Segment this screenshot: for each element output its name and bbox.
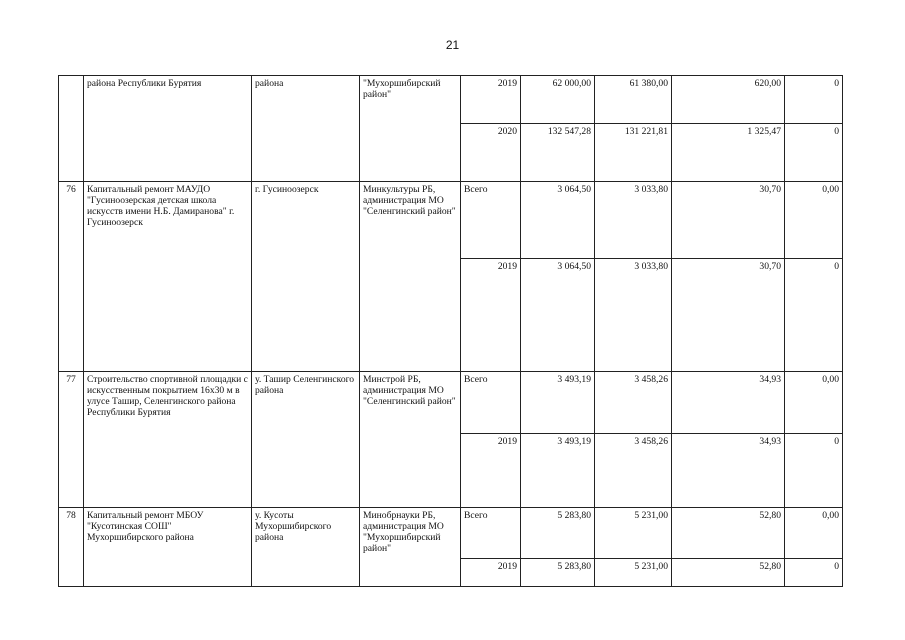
federal-amount: 3 458,26 — [595, 372, 672, 434]
table-row — [59, 76, 843, 124]
object-name: Строительство спортивной площадки с искусственным покрытием 16х30 м в улусе Ташир, Селенгинского района Республики Бурятия — [84, 372, 252, 508]
federal-amount: 3 033,80 — [595, 182, 672, 259]
local-amount: 0,00 — [785, 372, 843, 434]
table-row — [59, 508, 843, 559]
local-amount: 0 — [785, 559, 843, 587]
row-number: 76 — [59, 182, 84, 372]
year-cell: 2019 — [461, 559, 521, 587]
customer: Минкультуры РБ, администрация МО "Селенгинский район" — [360, 182, 461, 372]
table-row — [59, 372, 843, 434]
republic-amount: 1 325,47 — [672, 124, 785, 182]
object-location: у. Кусоты Мухоршибирского района — [252, 508, 360, 587]
federal-amount: 61 380,00 — [595, 76, 672, 124]
federal-amount: 3 458,26 — [595, 434, 672, 508]
object-name: Капитальный ремонт МАУДО "Гусиноозерская детская школа искусств имени Н.Б. Дамиранова" г. Гусиноозерск — [84, 182, 252, 372]
year-cell: 2020 — [461, 124, 521, 182]
republic-amount: 52,80 — [672, 508, 785, 559]
republic-amount: 52,80 — [672, 559, 785, 587]
page-number: 21 — [445, 38, 460, 52]
year-cell: Всего — [461, 372, 521, 434]
budget-table — [58, 75, 843, 587]
year-cell: 2019 — [461, 76, 521, 124]
republic-amount: 34,93 — [672, 372, 785, 434]
total-amount: 62 000,00 — [521, 76, 595, 124]
local-amount: 0,00 — [785, 182, 843, 259]
object-location: у. Ташир Селенгинского района — [252, 372, 360, 508]
year-cell: Всего — [461, 508, 521, 559]
total-amount: 3 493,19 — [521, 372, 595, 434]
object-name: Капитальный ремонт МБОУ "Кусотинская СОШ" Мухоршибирского района — [84, 508, 252, 587]
local-amount: 0 — [785, 124, 843, 182]
local-amount: 0,00 — [785, 508, 843, 559]
total-amount: 3 064,50 — [521, 259, 595, 372]
year-cell: Всего — [461, 182, 521, 259]
local-amount: 0 — [785, 76, 843, 124]
total-amount: 132 547,28 — [521, 124, 595, 182]
total-amount: 5 283,80 — [521, 559, 595, 587]
customer: Минобрнауки РБ, администрация МО "Мухоршибирский район" — [360, 508, 461, 587]
object-location: района — [252, 76, 360, 182]
year-cell: 2019 — [461, 259, 521, 372]
federal-amount: 5 231,00 — [595, 559, 672, 587]
row-number: 77 — [59, 372, 84, 508]
total-amount: 5 283,80 — [521, 508, 595, 559]
customer: "Мухоршибирский район" — [360, 76, 461, 182]
row-number — [59, 76, 84, 182]
object-location: г. Гусиноозерск — [252, 182, 360, 372]
customer: Минстрой РБ, администрация МО "Селенгинский район" — [360, 372, 461, 508]
total-amount: 3 064,50 — [521, 182, 595, 259]
republic-amount: 620,00 — [672, 76, 785, 124]
republic-amount: 30,70 — [672, 182, 785, 259]
federal-amount: 3 033,80 — [595, 259, 672, 372]
total-amount: 3 493,19 — [521, 434, 595, 508]
federal-amount: 131 221,81 — [595, 124, 672, 182]
local-amount: 0 — [785, 434, 843, 508]
local-amount: 0 — [785, 259, 843, 372]
year-cell: 2019 — [461, 434, 521, 508]
republic-amount: 30,70 — [672, 259, 785, 372]
federal-amount: 5 231,00 — [595, 508, 672, 559]
object-name: района Республики Бурятия — [84, 76, 252, 182]
row-number: 78 — [59, 508, 84, 587]
table-row — [59, 182, 843, 259]
republic-amount: 34,93 — [672, 434, 785, 508]
